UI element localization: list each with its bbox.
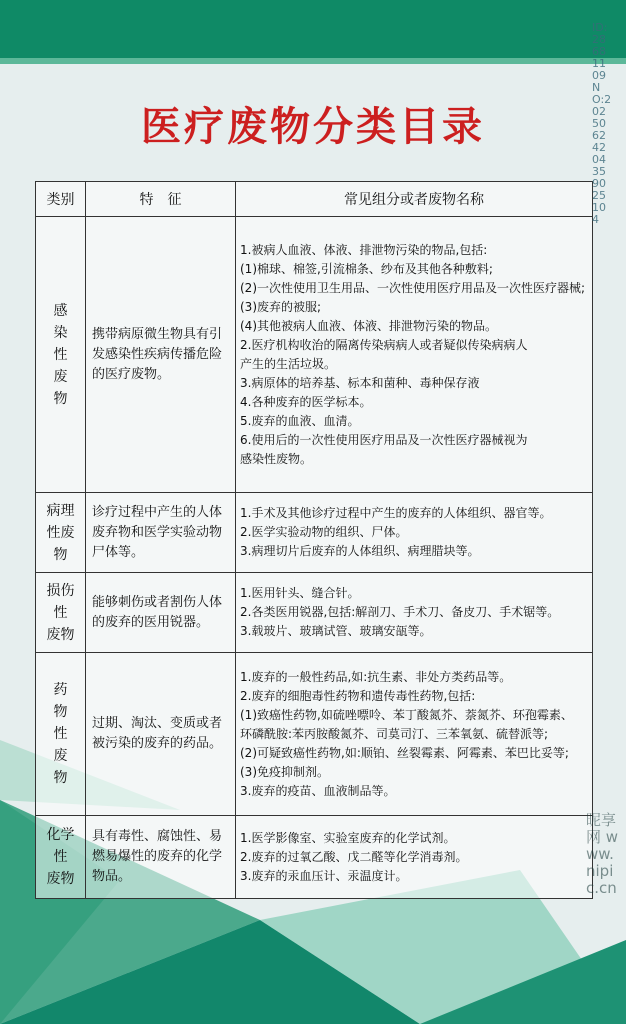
- item-line: 2.各类医用锐器,包括:解剖刀、手术刀、备皮刀、手术锯等。: [240, 605, 560, 619]
- item-line: 6.使用后的一次性使用医疗用品及一次性医疗器械视为: [240, 432, 528, 447]
- item-line: 3.废弃的汞血压计、汞温度计。: [240, 868, 408, 883]
- item-line: 3.载玻片、玻璃试管、玻璃安瓿等。: [240, 624, 432, 638]
- row-category: 病理 性废 物: [36, 493, 86, 573]
- table-row: [36, 573, 593, 653]
- table-row: [36, 816, 593, 899]
- row-feature: 携带病原微生物具有引发感染性疾病传播危险的医疗废物。: [86, 217, 236, 493]
- item-line: (1)致癌性药物,如硫唑嘌呤、苯丁酸氮芥、萘氮芥、环孢霉素、: [240, 707, 573, 722]
- item-line: 产生的生活垃圾。: [240, 356, 337, 371]
- top-banner-stripe: [0, 58, 626, 64]
- item-line: 3.病原体的培养基、标本和菌种、毒种保存液: [240, 375, 480, 390]
- row-category: 药 物 性 废 物: [36, 653, 86, 816]
- row-items: [236, 653, 593, 816]
- top-banner: [0, 0, 626, 58]
- item-line: 1.医用针头、缝合针。: [240, 586, 360, 600]
- item-line: (3)免疫抑制剂。: [240, 764, 329, 779]
- item-line: 2.医疗机构收治的隔离传染病病人或者疑似传染病病人: [240, 337, 528, 352]
- page-title: 医疗废物分类目录: [141, 103, 485, 150]
- item-line: (2)一次性使用卫生用品、一次性使用医疗用品及一次性医疗器械;: [240, 280, 586, 295]
- item-line: 2.医学实验动物的组织、尸体。: [240, 525, 408, 539]
- item-line: 5.废弃的血液、血清。: [240, 413, 360, 428]
- id-watermark: ID:28681109 NO:20250624204359025104: [592, 21, 612, 226]
- item-line: 4.各种废弃的医学标本。: [240, 394, 372, 409]
- row-items: [236, 217, 593, 493]
- item-line: 3.病理切片后废弃的人体组织、病理腊块等。: [240, 544, 480, 558]
- item-line: 1.废弃的一般性药品,如:抗生素、非处方类药品等。: [240, 669, 512, 684]
- row-feature: 能够刺伤或者割伤人体的废弃的医用锐器。: [86, 573, 236, 653]
- row-feature: 具有毒性、腐蚀性、易燃易爆性的废弃的化学物品。: [86, 816, 236, 899]
- row-category: 化学 性 废物: [36, 816, 86, 899]
- row-feature: 过期、淘汰、变质或者被污染的废弃的药品。: [86, 653, 236, 816]
- row-feature: 诊疗过程中产生的人体废弃物和医学实验动物尸体等。: [86, 493, 236, 573]
- item-line: (3)废弃的被服;: [240, 299, 322, 314]
- header-feature: 特 征: [86, 182, 236, 217]
- item-line: 感染性废物。: [240, 451, 313, 466]
- brand-watermark: 昵享网 www.nipic.cn: [586, 811, 619, 897]
- row-category: 感 染 性 废 物: [36, 217, 86, 493]
- row-items: [236, 573, 593, 653]
- table-row: [36, 493, 593, 573]
- item-line: 2.废弃的过氧乙酸、戊二醛等化学消毒剂。: [240, 849, 468, 864]
- item-line: 3.废弃的疫苗、血液制品等。: [240, 783, 396, 798]
- item-line: 1.手术及其他诊疗过程中产生的废弃的人体组织、器官等。: [240, 506, 552, 520]
- row-category: 损伤 性 废物: [36, 573, 86, 653]
- row-items: [236, 493, 593, 573]
- item-line: 1.被病人血液、体液、排泄物污染的物品,包括:: [240, 242, 488, 257]
- table-row: [36, 217, 593, 493]
- item-line: (1)棉球、棉签,引流棉条、纱布及其他各种敷料;: [240, 261, 493, 276]
- table-body: [36, 217, 593, 899]
- item-line: (4)其他被病人血液、体液、排泄物污染的物品。: [240, 318, 497, 333]
- header-category: 类别: [36, 182, 86, 217]
- waste-table: [35, 181, 593, 899]
- item-line: 2.废弃的细胞毒性药物和遗传毒性药物,包括:: [240, 688, 476, 703]
- table-header-row: [36, 182, 593, 217]
- item-line: (2)可疑致癌性药物,如:顺铂、丝裂霉素、阿霉素、苯巴比妥等;: [240, 745, 569, 760]
- item-line: 1.医学影像室、实验室废弃的化学试剂。: [240, 830, 456, 845]
- table-row: [36, 653, 593, 816]
- header-items: 常见组分或者废物名称: [236, 182, 593, 217]
- item-line: 环磷酰胺:苯丙胺酸氮芥、司莫司汀、三苯氧氨、硫替派等;: [240, 726, 549, 741]
- row-items: [236, 816, 593, 899]
